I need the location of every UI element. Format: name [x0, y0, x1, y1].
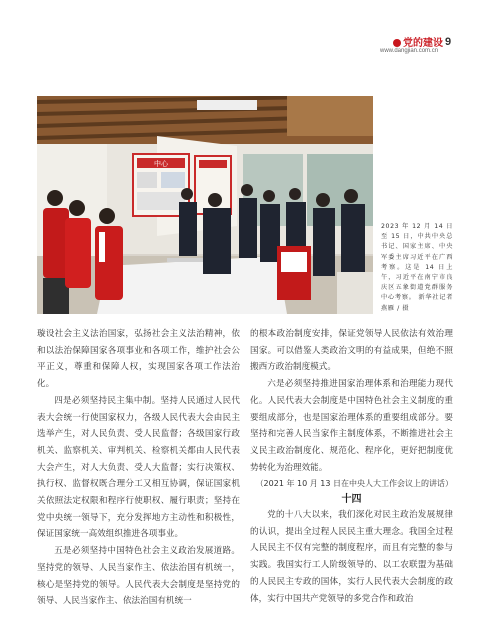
news-photo: [37, 96, 373, 314]
left-text-column: [37, 326, 240, 610]
logo-text: 党的建设: [403, 38, 443, 49]
paragraph: 四是必须坚持民主集中制。坚持人民通过人民代表大会统一行使国家权力，各级人民代表大会由民主选举产生，对人民负责、受人民监督；各级国家行政机关、监察机关、审判机关、检察机关都由人民代表大会产生，对人大负责、受人大监督；实行决策权、执行权、监督权既合理分工又相互协调，保证国家机关依照法定权限和程序行使职权、履行职责；坚持在党中央统一领导下，充分发挥地方主动性和积极性，保证国家统一高效组织推进各项事业。: [37, 395, 240, 540]
paragraph: 党的十八大以来，我们深化对民主政治发展规律的认识，提出全过程人民民主重大理念。我国全过程人民民主不仅有完整的制度程序，而且有完整的参与实践。我国实行工人阶级领导的、以工农联盟为基础的人民民主专政的国体，实行人民代表大会制度的政体，实行中国共产党领导的多党合作和政治: [250, 510, 453, 604]
page-header: [0, 0, 484, 60]
paragraph: 的根本政治制度安排，保证党领导人民依法有效治理国家。可以借鉴人类政治文明的有益成果，但绝不照搬西方政治制度模式。: [250, 329, 453, 373]
source-note: （2021 年 10 月 13 日在中央人大工作会议上的讲话）: [255, 479, 453, 489]
photo-caption: 2023 年 12 月 14 日至 15 日，中共中央总书记、国家主席、中央军委主席习近平在广西考察。这是 14 日上午，习近平在南宁市良庆区五象街道党群服务中心考察。 新华社记者 燕雁 / 摄: [381, 223, 453, 312]
magazine-url: www.dangjian.com.cn: [380, 48, 439, 54]
page-number: 9: [445, 36, 452, 48]
section-heading: 十四: [341, 494, 362, 506]
board-text: 中心: [154, 160, 168, 168]
right-text-column: [250, 326, 453, 607]
paragraph: 五是必须坚持中国特色社会主义政治发展道路。坚持党的领导、人民当家作主、依法治国有机统一，核心是坚持党的领导。人民代表大会制度是坚持党的领导、人民当家作主、依法治国有机统一: [37, 546, 240, 607]
logo-emblem-icon: [393, 39, 401, 47]
magazine-logo: [393, 34, 443, 49]
photo-illustration: [37, 96, 373, 314]
paragraph: 六是必须坚持推进国家治理体系和治理能力现代化。人民代表大会制度是中国特色社会主义制度的重要组成部分，也是国家治理体系的重要组成部分。要坚持和完善人民当家作主制度体系，不断推进社会主义民主政治制度化、规范化、程序化，更好把制度优势转化为治理效能。: [250, 379, 453, 473]
paragraph: 璇设社会主义法治国家，弘扬社会主义法治精神，依和以法治保障国家各项事业和各项工作，维护社会公平正义，尊重和保障人权，实现国家各项工作法治化。: [37, 329, 240, 390]
